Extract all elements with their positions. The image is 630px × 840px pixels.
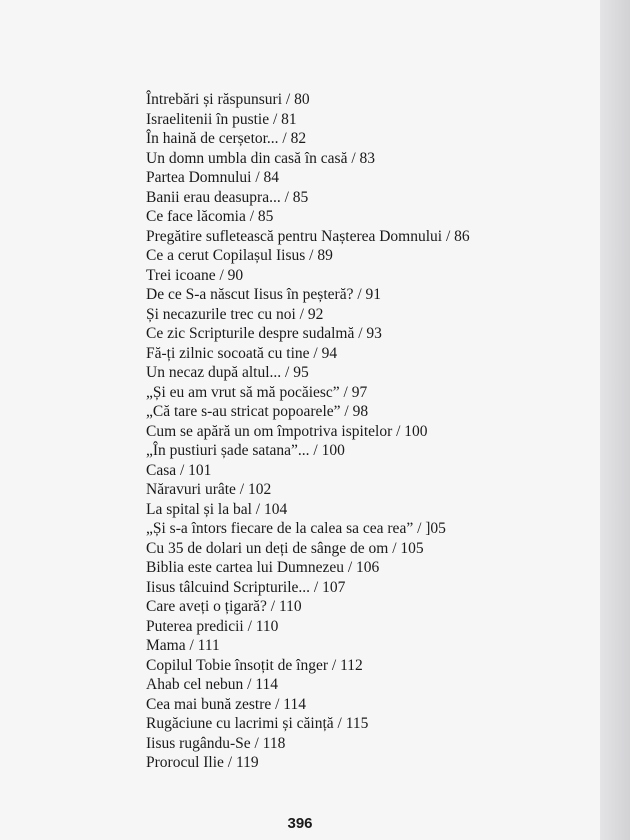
toc-entry: Năravuri urâte / 102 xyxy=(146,481,272,498)
toc-entry: Copilul Tobie însoțit de înger / 112 xyxy=(146,656,363,674)
toc-entry: Care aveți o țigară? / 110 xyxy=(146,598,302,615)
toc-entry: Ce face lăcomia / 85 xyxy=(146,208,274,225)
toc-entry: Trei icoane / 90 xyxy=(146,266,244,284)
toc-entry: Israelitenii în pustie / 81 xyxy=(146,110,297,128)
book-edge xyxy=(600,0,630,840)
toc-entry: Partea Domnului / 84 xyxy=(146,169,280,186)
toc-entry: Rugăciune cu lacrimi și căință / 115 xyxy=(146,715,369,732)
toc-entry: Un necaz după altul... / 95 xyxy=(146,364,309,381)
page-number: 396 xyxy=(287,815,313,832)
toc-entry: Cum se apără un om împotriva ispitelor / 100 xyxy=(146,422,428,440)
toc-entry: Pregătire sufletească pentru Nașterea Domnului / 86 xyxy=(146,227,470,245)
toc-entry: De ce S-a născut Iisus în peșteră? / 91 xyxy=(146,286,382,303)
toc-entry: Mama / 111 xyxy=(146,637,220,654)
toc-entry: În haină de cerșetor... / 82 xyxy=(146,130,307,147)
toc-entry: Banii erau deasupra... / 85 xyxy=(146,188,309,206)
toc-entry: Puterea predicii / 110 xyxy=(146,617,279,635)
toc-entry: „În pustiuri șade satana”... / 100 xyxy=(146,442,345,459)
toc-entry: La spital și la bal / 104 xyxy=(146,500,288,518)
toc-entry: Ahab cel nebun / 114 xyxy=(146,676,278,693)
toc-entry: „Și s-a întors fiecare de la calea sa cea rea” / ]05 xyxy=(146,520,446,537)
toc-entry: Și necazurile trec cu noi / 92 xyxy=(146,305,324,323)
toc-entry: Iisus tâlcuind Scripturile... / 107 xyxy=(146,578,346,596)
toc-entry: Prorocul Ilie / 119 xyxy=(146,754,259,771)
toc-entry: Cea mai bună zestre / 114 xyxy=(146,695,306,713)
toc-entry: „Că tare s-au stricat popoarele” / 98 xyxy=(146,403,369,420)
toc-entry: Cu 35 de dolari un deți de sânge de om / 105 xyxy=(146,539,424,557)
toc-entry: Iisus rugându-Se / 118 xyxy=(146,734,286,752)
toc-entry: Fă-ți zilnic socoată cu tine / 94 xyxy=(146,344,338,362)
toc-entry: Casa / 101 xyxy=(146,461,212,479)
table-of-contents xyxy=(146,90,470,773)
toc-entry: Ce zic Scripturile despre sudalmă / 93 xyxy=(146,325,382,342)
toc-entry: Ce a cerut Copilașul Iisus / 89 xyxy=(146,247,333,264)
toc-entry: Un domn umbla din casă în casă / 83 xyxy=(146,149,376,167)
toc-entry: Biblia este cartea lui Dumnezeu / 106 xyxy=(146,559,380,576)
toc-entry: „Și eu am vrut să mă pocăiesc” / 97 xyxy=(146,383,368,401)
toc-entry: Întrebări și răspunsuri / 80 xyxy=(146,91,310,108)
